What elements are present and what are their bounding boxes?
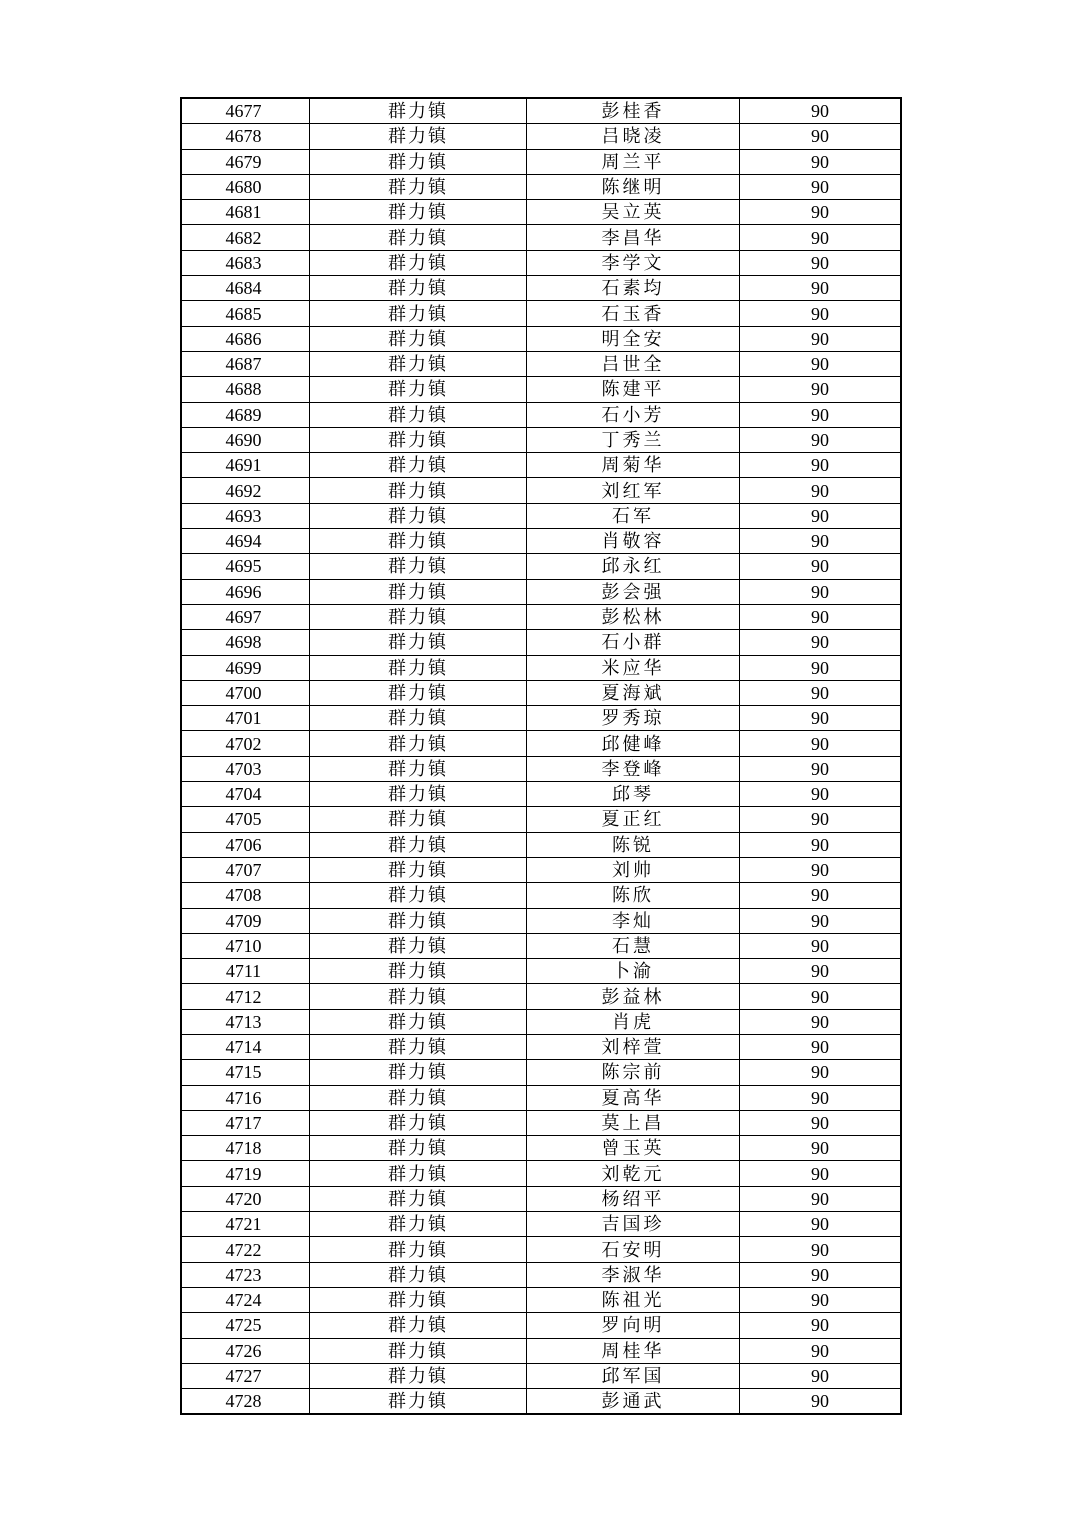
- person-name-cell: 陈宗前: [527, 1060, 740, 1085]
- person-name-cell: 周桂华: [527, 1338, 740, 1363]
- score-cell: 90: [740, 554, 902, 579]
- town-cell: 群力镇: [310, 174, 527, 199]
- serial-number-cell: 4683: [181, 250, 310, 275]
- serial-number-cell: 4705: [181, 807, 310, 832]
- score-cell: 90: [740, 1338, 902, 1363]
- score-cell: 90: [740, 630, 902, 655]
- table-row: [181, 1060, 901, 1085]
- town-cell: 群力镇: [310, 807, 527, 832]
- town-cell: 群力镇: [310, 1136, 527, 1161]
- score-cell: 90: [740, 959, 902, 984]
- person-name-cell: 丁秀兰: [527, 427, 740, 452]
- score-cell: 90: [740, 782, 902, 807]
- table-row: [181, 1110, 901, 1135]
- town-cell: 群力镇: [310, 1186, 527, 1211]
- table-row: [181, 731, 901, 756]
- town-cell: 群力镇: [310, 883, 527, 908]
- town-cell: 群力镇: [310, 402, 527, 427]
- serial-number-cell: 4723: [181, 1262, 310, 1287]
- serial-number-cell: 4721: [181, 1212, 310, 1237]
- score-cell: 90: [740, 1237, 902, 1262]
- table-row: [181, 402, 901, 427]
- table-row: [181, 301, 901, 326]
- score-cell: 90: [740, 149, 902, 174]
- serial-number-cell: 4685: [181, 301, 310, 326]
- person-name-cell: 刘帅: [527, 857, 740, 882]
- person-name-cell: 石小芳: [527, 402, 740, 427]
- serial-number-cell: 4716: [181, 1085, 310, 1110]
- person-name-cell: 彭会强: [527, 579, 740, 604]
- town-cell: 群力镇: [310, 1212, 527, 1237]
- table-row: [181, 453, 901, 478]
- person-name-cell: 杨绍平: [527, 1186, 740, 1211]
- table-row: [181, 959, 901, 984]
- person-name-cell: 石安明: [527, 1237, 740, 1262]
- town-cell: 群力镇: [310, 377, 527, 402]
- table-row: [181, 883, 901, 908]
- table-row: [181, 1161, 901, 1186]
- serial-number-cell: 4690: [181, 427, 310, 452]
- table-row: [181, 630, 901, 655]
- serial-number-cell: 4681: [181, 200, 310, 225]
- serial-number-cell: 4726: [181, 1338, 310, 1363]
- town-cell: 群力镇: [310, 1161, 527, 1186]
- score-cell: 90: [740, 124, 902, 149]
- score-cell: 90: [740, 1287, 902, 1312]
- serial-number-cell: 4680: [181, 174, 310, 199]
- table-row: [181, 655, 901, 680]
- town-cell: 群力镇: [310, 1110, 527, 1135]
- score-cell: 90: [740, 225, 902, 250]
- town-cell: 群力镇: [310, 579, 527, 604]
- person-name-cell: 周菊华: [527, 453, 740, 478]
- table-row: [181, 326, 901, 351]
- town-cell: 群力镇: [310, 731, 527, 756]
- score-cell: 90: [740, 984, 902, 1009]
- score-cell: 90: [740, 301, 902, 326]
- town-cell: 群力镇: [310, 908, 527, 933]
- town-cell: 群力镇: [310, 351, 527, 376]
- score-cell: 90: [740, 427, 902, 452]
- town-cell: 群力镇: [310, 984, 527, 1009]
- town-cell: 群力镇: [310, 1338, 527, 1363]
- table-row: [181, 98, 901, 124]
- serial-number-cell: 4718: [181, 1136, 310, 1161]
- score-cell: 90: [740, 1262, 902, 1287]
- score-cell: 90: [740, 933, 902, 958]
- town-cell: 群力镇: [310, 1034, 527, 1059]
- town-cell: 群力镇: [310, 680, 527, 705]
- table-row: [181, 756, 901, 781]
- score-cell: 90: [740, 402, 902, 427]
- serial-number-cell: 4708: [181, 883, 310, 908]
- score-cell: 90: [740, 1110, 902, 1135]
- person-name-cell: 刘乾元: [527, 1161, 740, 1186]
- person-name-cell: 吕世全: [527, 351, 740, 376]
- table-row: [181, 706, 901, 731]
- score-cell: 90: [740, 883, 902, 908]
- serial-number-cell: 4707: [181, 857, 310, 882]
- score-cell: 90: [740, 478, 902, 503]
- serial-number-cell: 4724: [181, 1287, 310, 1312]
- serial-number-cell: 4701: [181, 706, 310, 731]
- score-cell: 90: [740, 807, 902, 832]
- score-cell: 90: [740, 579, 902, 604]
- person-name-cell: 卜渝: [527, 959, 740, 984]
- score-cell: 90: [740, 276, 902, 301]
- town-cell: 群力镇: [310, 1009, 527, 1034]
- score-cell: 90: [740, 1313, 902, 1338]
- serial-number-cell: 4704: [181, 782, 310, 807]
- score-cell: 90: [740, 351, 902, 376]
- score-cell: 90: [740, 1034, 902, 1059]
- score-cell: 90: [740, 98, 902, 124]
- town-cell: 群力镇: [310, 478, 527, 503]
- score-cell: 90: [740, 1136, 902, 1161]
- town-cell: 群力镇: [310, 149, 527, 174]
- table-row: [181, 908, 901, 933]
- serial-number-cell: 4694: [181, 529, 310, 554]
- score-cell: 90: [740, 174, 902, 199]
- serial-number-cell: 4689: [181, 402, 310, 427]
- score-cell: 90: [740, 857, 902, 882]
- person-name-cell: 李昌华: [527, 225, 740, 250]
- person-name-cell: 肖虎: [527, 1009, 740, 1034]
- score-cell: 90: [740, 1085, 902, 1110]
- table-row: [181, 832, 901, 857]
- table-row: [181, 1009, 901, 1034]
- person-name-cell: 陈欣: [527, 883, 740, 908]
- person-name-cell: 周兰平: [527, 149, 740, 174]
- town-cell: 群力镇: [310, 503, 527, 528]
- person-name-cell: 邱永红: [527, 554, 740, 579]
- score-cell: 90: [740, 377, 902, 402]
- person-name-cell: 李学文: [527, 250, 740, 275]
- table-row: [181, 1237, 901, 1262]
- serial-number-cell: 4720: [181, 1186, 310, 1211]
- table-row: [181, 276, 901, 301]
- town-cell: 群力镇: [310, 706, 527, 731]
- town-cell: 群力镇: [310, 301, 527, 326]
- table-row: [181, 200, 901, 225]
- town-cell: 群力镇: [310, 1262, 527, 1287]
- serial-number-cell: 4686: [181, 326, 310, 351]
- table-row: [181, 1212, 901, 1237]
- person-name-cell: 李淑华: [527, 1262, 740, 1287]
- table-row: [181, 427, 901, 452]
- person-name-cell: 陈继明: [527, 174, 740, 199]
- serial-number-cell: 4719: [181, 1161, 310, 1186]
- person-name-cell: 莫上昌: [527, 1110, 740, 1135]
- table-row: [181, 604, 901, 629]
- person-name-cell: 彭通武: [527, 1389, 740, 1415]
- person-name-cell: 罗秀琼: [527, 706, 740, 731]
- person-name-cell: 石军: [527, 503, 740, 528]
- serial-number-cell: 4677: [181, 98, 310, 124]
- table-row: [181, 1287, 901, 1312]
- roster-table: [180, 97, 902, 1415]
- serial-number-cell: 4722: [181, 1237, 310, 1262]
- person-name-cell: 罗向明: [527, 1313, 740, 1338]
- serial-number-cell: 4692: [181, 478, 310, 503]
- table-row: [181, 1313, 901, 1338]
- town-cell: 群力镇: [310, 554, 527, 579]
- serial-number-cell: 4713: [181, 1009, 310, 1034]
- town-cell: 群力镇: [310, 1085, 527, 1110]
- person-name-cell: 陈锐: [527, 832, 740, 857]
- table-row: [181, 225, 901, 250]
- score-cell: 90: [740, 250, 902, 275]
- score-cell: 90: [740, 1389, 902, 1415]
- score-cell: 90: [740, 1060, 902, 1085]
- town-cell: 群力镇: [310, 326, 527, 351]
- town-cell: 群力镇: [310, 1389, 527, 1415]
- town-cell: 群力镇: [310, 529, 527, 554]
- serial-number-cell: 4703: [181, 756, 310, 781]
- table-row: [181, 149, 901, 174]
- person-name-cell: 陈建平: [527, 377, 740, 402]
- person-name-cell: 米应华: [527, 655, 740, 680]
- table-row: [181, 1389, 901, 1415]
- serial-number-cell: 4695: [181, 554, 310, 579]
- person-name-cell: 吉国珍: [527, 1212, 740, 1237]
- table-row: [181, 1034, 901, 1059]
- score-cell: 90: [740, 908, 902, 933]
- person-name-cell: 李登峰: [527, 756, 740, 781]
- table-row: [181, 529, 901, 554]
- table-row: [181, 351, 901, 376]
- serial-number-cell: 4687: [181, 351, 310, 376]
- table-row: [181, 857, 901, 882]
- person-name-cell: 邱琴: [527, 782, 740, 807]
- score-cell: 90: [740, 326, 902, 351]
- serial-number-cell: 4688: [181, 377, 310, 402]
- town-cell: 群力镇: [310, 857, 527, 882]
- person-name-cell: 李灿: [527, 908, 740, 933]
- person-name-cell: 陈祖光: [527, 1287, 740, 1312]
- score-cell: 90: [740, 200, 902, 225]
- serial-number-cell: 4728: [181, 1389, 310, 1415]
- town-cell: 群力镇: [310, 756, 527, 781]
- serial-number-cell: 4714: [181, 1034, 310, 1059]
- serial-number-cell: 4702: [181, 731, 310, 756]
- serial-number-cell: 4710: [181, 933, 310, 958]
- town-cell: 群力镇: [310, 959, 527, 984]
- table-row: [181, 579, 901, 604]
- serial-number-cell: 4717: [181, 1110, 310, 1135]
- table-row: [181, 1186, 901, 1211]
- score-cell: 90: [740, 1363, 902, 1388]
- table-row: [181, 1085, 901, 1110]
- serial-number-cell: 4700: [181, 680, 310, 705]
- town-cell: 群力镇: [310, 630, 527, 655]
- person-name-cell: 曾玉英: [527, 1136, 740, 1161]
- table-row: [181, 377, 901, 402]
- serial-number-cell: 4679: [181, 149, 310, 174]
- table-row: [181, 503, 901, 528]
- table-row: [181, 174, 901, 199]
- town-cell: 群力镇: [310, 427, 527, 452]
- town-cell: 群力镇: [310, 604, 527, 629]
- person-name-cell: 肖敬容: [527, 529, 740, 554]
- roster-table-body: [181, 98, 901, 1414]
- town-cell: 群力镇: [310, 276, 527, 301]
- person-name-cell: 夏正红: [527, 807, 740, 832]
- town-cell: 群力镇: [310, 655, 527, 680]
- town-cell: 群力镇: [310, 1363, 527, 1388]
- serial-number-cell: 4684: [181, 276, 310, 301]
- table-row: [181, 554, 901, 579]
- serial-number-cell: 4691: [181, 453, 310, 478]
- table-row: [181, 1338, 901, 1363]
- score-cell: 90: [740, 832, 902, 857]
- town-cell: 群力镇: [310, 225, 527, 250]
- person-name-cell: 彭桂香: [527, 98, 740, 124]
- serial-number-cell: 4712: [181, 984, 310, 1009]
- person-name-cell: 邱军国: [527, 1363, 740, 1388]
- score-cell: 90: [740, 706, 902, 731]
- serial-number-cell: 4682: [181, 225, 310, 250]
- score-cell: 90: [740, 655, 902, 680]
- table-row: [181, 124, 901, 149]
- serial-number-cell: 4715: [181, 1060, 310, 1085]
- person-name-cell: 吴立英: [527, 200, 740, 225]
- town-cell: 群力镇: [310, 1313, 527, 1338]
- score-cell: 90: [740, 453, 902, 478]
- town-cell: 群力镇: [310, 453, 527, 478]
- town-cell: 群力镇: [310, 1237, 527, 1262]
- score-cell: 90: [740, 731, 902, 756]
- serial-number-cell: 4706: [181, 832, 310, 857]
- score-cell: 90: [740, 1161, 902, 1186]
- serial-number-cell: 4727: [181, 1363, 310, 1388]
- person-name-cell: 石玉香: [527, 301, 740, 326]
- serial-number-cell: 4699: [181, 655, 310, 680]
- table-row: [181, 933, 901, 958]
- table-row: [181, 478, 901, 503]
- town-cell: 群力镇: [310, 250, 527, 275]
- town-cell: 群力镇: [310, 782, 527, 807]
- serial-number-cell: 4678: [181, 124, 310, 149]
- person-name-cell: 刘红军: [527, 478, 740, 503]
- person-name-cell: 邱健峰: [527, 731, 740, 756]
- serial-number-cell: 4693: [181, 503, 310, 528]
- score-cell: 90: [740, 680, 902, 705]
- score-cell: 90: [740, 604, 902, 629]
- town-cell: 群力镇: [310, 832, 527, 857]
- person-name-cell: 夏高华: [527, 1085, 740, 1110]
- person-name-cell: 夏海斌: [527, 680, 740, 705]
- table-row: [181, 1262, 901, 1287]
- table-row: [181, 1136, 901, 1161]
- table-row: [181, 984, 901, 1009]
- town-cell: 群力镇: [310, 1287, 527, 1312]
- town-cell: 群力镇: [310, 200, 527, 225]
- town-cell: 群力镇: [310, 124, 527, 149]
- score-cell: 90: [740, 1186, 902, 1211]
- table-row: [181, 782, 901, 807]
- person-name-cell: 吕晓凌: [527, 124, 740, 149]
- score-cell: 90: [740, 503, 902, 528]
- person-name-cell: 石素均: [527, 276, 740, 301]
- person-name-cell: 石慧: [527, 933, 740, 958]
- table-row: [181, 1363, 901, 1388]
- score-cell: 90: [740, 529, 902, 554]
- person-name-cell: 彭松林: [527, 604, 740, 629]
- serial-number-cell: 4725: [181, 1313, 310, 1338]
- serial-number-cell: 4697: [181, 604, 310, 629]
- person-name-cell: 明全安: [527, 326, 740, 351]
- serial-number-cell: 4709: [181, 908, 310, 933]
- person-name-cell: 彭益林: [527, 984, 740, 1009]
- table-row: [181, 680, 901, 705]
- town-cell: 群力镇: [310, 933, 527, 958]
- serial-number-cell: 4696: [181, 579, 310, 604]
- score-cell: 90: [740, 1212, 902, 1237]
- score-cell: 90: [740, 1009, 902, 1034]
- table-row: [181, 250, 901, 275]
- score-cell: 90: [740, 756, 902, 781]
- serial-number-cell: 4711: [181, 959, 310, 984]
- town-cell: 群力镇: [310, 98, 527, 124]
- town-cell: 群力镇: [310, 1060, 527, 1085]
- serial-number-cell: 4698: [181, 630, 310, 655]
- table-row: [181, 807, 901, 832]
- person-name-cell: 刘梓萱: [527, 1034, 740, 1059]
- person-name-cell: 石小群: [527, 630, 740, 655]
